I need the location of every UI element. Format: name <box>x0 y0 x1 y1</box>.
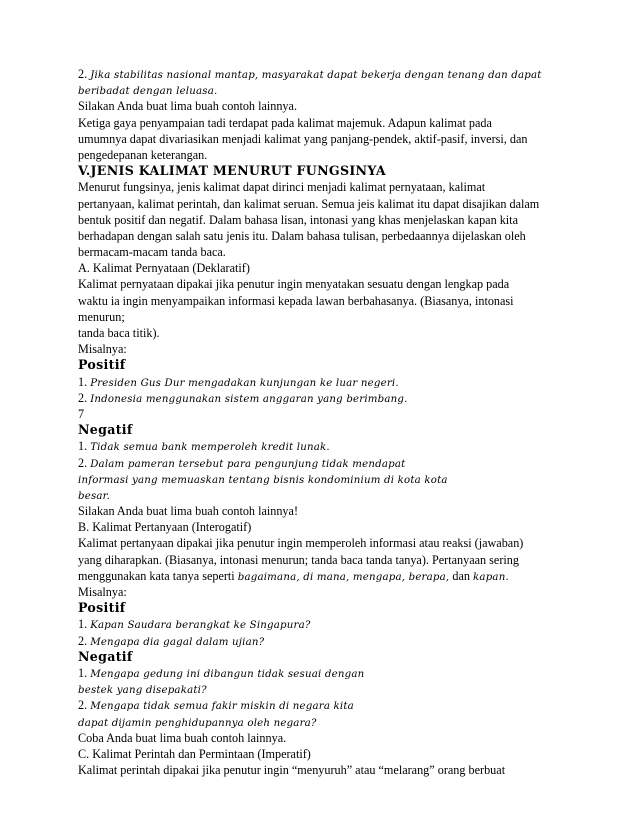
example-sentence: beribadat dengan leluasa. <box>78 86 218 98</box>
body-text: Silakan Anda buat lima buah contoh lainnya. <box>78 99 297 114</box>
text-line-l40 <box>78 697 558 713</box>
section-heading: V.JENIS KALIMAT MENURUT FUNGSINYA <box>78 163 386 179</box>
text-line-l31 <box>78 552 558 568</box>
text-line-l30 <box>78 535 558 551</box>
body-text: dan <box>449 568 474 583</box>
body-text: umumnya dapat divariasikan menjadi kalimat yang panjang-pendek, aktif-pasif, inversi, dan <box>78 131 528 146</box>
body-text: 2. <box>78 67 91 81</box>
text-line-l35 <box>78 616 558 632</box>
example-sentence: besar. <box>78 490 111 502</box>
body-text: pertanyaan, kalimat perintah, dan kalimat seruan. Semua jeis kalimat itu dapat disajikan dalam <box>78 196 540 211</box>
text-line-l34 <box>78 600 558 616</box>
text-line-l10 <box>78 212 558 228</box>
body-text: bentuk positif dan negatif. Dalam bahasa lisan, intonasi yang khas menjelaskan kapan kita <box>78 212 518 227</box>
body-text: 2. <box>78 698 91 713</box>
body-text: 1. <box>78 439 91 454</box>
body-text: Coba Anda buat lima buah contoh lainnya. <box>78 730 287 745</box>
body-text: C. Kalimat Perintah dan Permintaan (Imperatif) <box>78 746 311 761</box>
text-line-l27 <box>78 487 558 503</box>
body-text: 1. <box>78 617 91 632</box>
example-sentence: Mengapa dia gagal dalam ujian? <box>90 636 265 648</box>
body-text: bermacam-macam tanda baca. <box>78 245 226 260</box>
example-sentence: informasi yang memuaskan tentang bisnis kondominium di kota kota <box>78 474 448 486</box>
text-line-l23 <box>78 422 558 438</box>
body-text: Menurut fungsinya, jenis kalimat dapat dirinci menjadi kalimat pernyataan, kalimat <box>78 180 486 195</box>
body-text: Silakan Anda buat lima buah contoh lainnya! <box>78 504 298 519</box>
text-line-l42 <box>78 730 558 746</box>
text-line-l18 <box>78 341 558 357</box>
text-line-l13 <box>78 260 558 276</box>
example-sentence: Mengapa gedung ini dibangun tidak sesuai dengan <box>90 668 365 680</box>
section-heading: Positif <box>78 600 126 616</box>
example-sentence: bagaimana, di mana, mengapa, berapa, <box>237 571 450 583</box>
text-line-l1 <box>78 66 558 82</box>
example-sentence: Jika stabilitas nasional mantap, masyarakat dapat bekerja dengan tenang dan dapat <box>90 70 542 81</box>
body-text: Kalimat pertanyaan dipakai jika penutur ingin memperoleh informasi atau reaksi (jawaban) <box>78 536 524 551</box>
text-line-l26 <box>78 471 558 487</box>
text-line-l43 <box>78 746 558 762</box>
text-line-l24 <box>78 438 558 454</box>
body-text: Kalimat pernyataan dipakai jika penutur ingin menyatakan sesuatu dengan lengkap pada <box>78 277 510 292</box>
text-line-l19 <box>78 357 558 373</box>
document-body <box>78 66 558 778</box>
text-line-l44 <box>78 762 558 778</box>
text-line-l12 <box>78 244 558 260</box>
text-line-l28 <box>78 503 558 519</box>
body-text: A. Kalimat Pernyataan (Deklaratif) <box>78 261 250 276</box>
section-heading: Negatif <box>78 648 133 664</box>
body-text: Kalimat perintah dipakai jika penutur ingin “menyuruh” atau “melarang” orang berbuat <box>78 763 506 778</box>
body-text: tanda baca titik). <box>78 326 160 340</box>
body-text: yang diharapkan. (Biasanya, intonasi menurun; tanda baca tanda tanya). Pertanyaan sering <box>78 552 519 567</box>
body-text: B. Kalimat Pertanyaan (Interogatif) <box>78 520 252 535</box>
body-text: Misalnya: <box>78 342 127 357</box>
section-heading: Positif <box>78 357 126 373</box>
text-line-l5 <box>78 131 558 147</box>
text-line-l17 <box>78 325 558 341</box>
text-line-l36 <box>78 633 558 649</box>
text-line-l39 <box>78 681 558 697</box>
example-sentence: Kapan Saudara berangkat ke Singapura? <box>90 620 311 632</box>
text-line-l15 <box>78 293 558 309</box>
text-line-l32 <box>78 568 558 584</box>
example-sentence: Presiden Gus Dur mengadakan kunjungan ke luar negeri. <box>90 377 399 389</box>
section-heading: Negatif <box>78 422 133 438</box>
example-sentence: dapat dijamin penghidupannya oleh negara? <box>78 717 317 729</box>
text-line-l25 <box>78 455 558 471</box>
body-text: Misalnya: <box>78 585 127 599</box>
text-line-l2 <box>78 82 558 98</box>
text-line-l33 <box>78 584 558 600</box>
text-line-l29 <box>78 519 558 535</box>
body-text: menurun; <box>78 309 125 324</box>
example-sentence: Tidak semua bank memperoleh kredit lunak. <box>90 442 330 454</box>
text-line-l6 <box>78 147 558 163</box>
text-line-l20 <box>78 374 558 390</box>
body-text: pengedepanan keterangan. <box>78 147 208 162</box>
body-text: menggunakan kata tanya seperti <box>78 568 238 583</box>
example-sentence: kapan. <box>473 571 509 583</box>
text-line-l8 <box>78 179 558 195</box>
text-line-l38 <box>78 665 558 681</box>
body-text: 1. <box>78 374 91 389</box>
body-text: 1. <box>78 665 91 680</box>
example-sentence: Dalam pameran tersebut para pengunjung tidak mendapat <box>90 458 406 470</box>
text-line-l9 <box>78 196 558 212</box>
example-sentence: Indonesia menggunakan sistem anggaran yang berimbang. <box>90 393 408 405</box>
text-line-l41 <box>78 714 558 730</box>
example-sentence: bestek yang disepakati? <box>78 685 207 697</box>
text-line-l3 <box>78 98 558 114</box>
text-line-l16 <box>78 309 558 325</box>
body-text: 2. <box>78 633 91 648</box>
text-line-l14 <box>78 276 558 292</box>
text-line-l22 <box>78 406 558 422</box>
body-text: 2. <box>78 455 91 470</box>
text-line-l11 <box>78 228 558 244</box>
example-sentence: Mengapa tidak semua fakir miskin di negara kita <box>90 701 354 713</box>
body-text: 7 <box>78 406 85 421</box>
text-line-l7 <box>78 163 558 179</box>
text-line-l21 <box>78 390 558 406</box>
text-line-l4 <box>78 115 558 131</box>
body-text: berhadapan dengan salah satu jenis itu. Dalam bahasa tulisan, perbedaannya dijelaskan oleh <box>78 228 526 243</box>
text-line-l37 <box>78 649 558 665</box>
body-text: waktu ia ingin menyampaikan informasi kepada lawan berbahasanya. (Biasanya, intonasi <box>78 293 514 308</box>
body-text: 2. <box>78 390 91 405</box>
body-text: Ketiga gaya penyampaian tadi terdapat pada kalimat majemuk. Adapun kalimat pada <box>78 115 492 130</box>
